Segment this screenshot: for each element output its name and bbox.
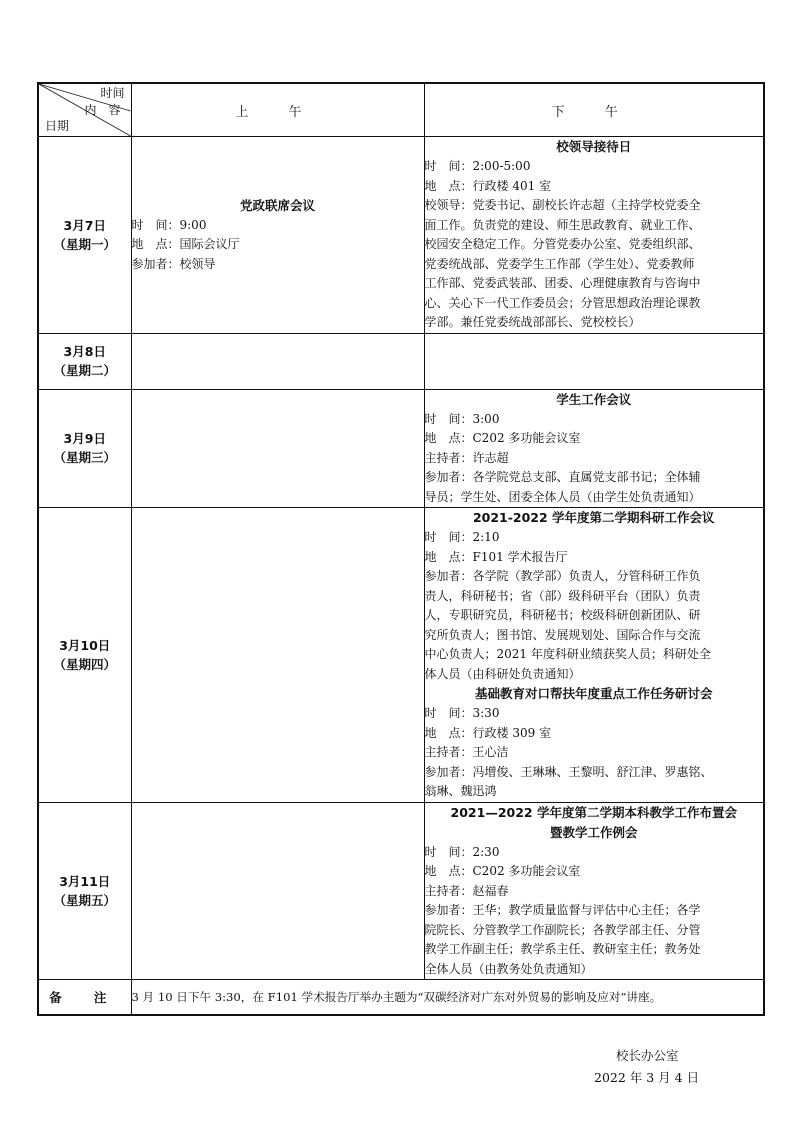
event-line: 时 间：3:30 <box>424 706 500 720</box>
event-line: 全体人员（由教务处负责通知） <box>424 961 593 976</box>
event-title: 基础教育对口帮扶年度重点工作任务研讨会 <box>474 686 713 701</box>
diag-time-label: 时间 <box>100 86 125 100</box>
event-line: 导员；学生处、团委全体人员（由学生处负责通知） <box>424 489 701 504</box>
event-title-line2: 暨教学工作例会 <box>549 824 638 840</box>
event-line: 教学工作副主任；教学系主任、教研室主任；教务处 <box>424 942 701 956</box>
event-title: 党政联席会议 <box>239 197 315 213</box>
afternoon-cell <box>424 802 764 980</box>
event-line: 责人，科研秘书；省（部）级科研平台（团队）负责 <box>424 588 701 603</box>
event-line: 参加者：各学院党总支部、直属党支部书记；全体辅 <box>424 470 701 484</box>
weekday-label: （星期一） <box>53 236 116 252</box>
date-label: 3月9日 <box>63 431 106 447</box>
event-title: 校领导接待日 <box>556 139 632 154</box>
event-line: 中心负责人；2021 年度科研业绩获奖人员；科研处全 <box>424 647 711 661</box>
date-label: 3月7日 <box>63 217 106 233</box>
date-label: 3月8日 <box>63 344 106 359</box>
table-row <box>38 508 764 803</box>
afternoon-cell <box>424 389 764 508</box>
event-line: 体人员（由科研处负责通知） <box>424 666 581 681</box>
event-line: 主持者：赵福春 <box>424 883 509 898</box>
event-title: 2021-2022 学年度第二学期科研工作会议 <box>472 510 715 525</box>
remark-text: 3 月 10 日下午 3:30，在 F101 学术报告厅举办主题为“双碳经济对广东对外贸易的影响及应对”讲座。 <box>131 980 764 1016</box>
table-row <box>38 802 764 980</box>
event-line: 参加者：冯增俊、王琳琳、王黎明、舒江津、罗惠铭、 <box>424 764 713 779</box>
date-cell <box>38 389 131 508</box>
diag-date-label: 日期 <box>45 119 70 133</box>
event-line: 地 点：行政楼 309 室 <box>424 725 552 740</box>
footer-office: 校长办公室 <box>616 1048 679 1063</box>
event-line: 校园安全稳定工作。分管党委办公室、党委组织部、 <box>424 237 701 251</box>
event-line: 地 点：国际会议厅 <box>131 237 240 251</box>
date-cell <box>38 137 131 334</box>
event-line: 校领导：党委书记、副校长许志超（主持学校党委全 <box>424 198 701 212</box>
date-cell <box>38 508 131 803</box>
morning-cell <box>131 389 424 508</box>
event-line: 翁琳、魏迅鸿 <box>424 784 497 798</box>
event-line: 面工作。负责党的建设、师生思政教育、就业工作、 <box>424 217 701 232</box>
schedule-table <box>37 82 765 1016</box>
afternoon-header: 下 午 <box>424 83 764 137</box>
event-line: 参加者：校领导 <box>131 256 216 271</box>
morning-cell <box>131 333 424 389</box>
event-title: 学生工作会议 <box>556 391 632 407</box>
event-line: 时 间：3:00 <box>424 411 500 426</box>
event-line: 主持者：王心洁 <box>424 745 509 759</box>
header-row <box>38 83 764 137</box>
afternoon-cell <box>424 333 764 389</box>
date-label: 3月11日 <box>59 873 111 889</box>
event-line: 党委统战部、党委学生工作部（学生处）、党委教师 <box>424 256 695 271</box>
event-line: 地 点：C202 多功能会议室 <box>424 864 581 878</box>
event-line: 学部。兼任党委统战部部长、党校校长） <box>424 315 641 329</box>
event-line: 心、关心下一代工作委员会；分管思想政治理论课教 <box>424 295 701 310</box>
diag-content-label: 内 容 <box>84 103 121 117</box>
event-line: 时 间：2:10 <box>424 530 500 544</box>
morning-cell <box>131 137 424 334</box>
afternoon-cell <box>424 508 764 803</box>
remark-row <box>38 980 764 1016</box>
afternoon-cell <box>424 137 764 334</box>
weekday-label: （星期三） <box>53 450 116 466</box>
table-row <box>38 333 764 389</box>
table-row <box>38 137 764 334</box>
event-line: 究所负责人；图书馆、发展规划处、国际合作与交流 <box>424 627 701 642</box>
event-line: 工作部、党委武装部、团委、心理健康教育与咨询中 <box>424 276 701 290</box>
event-line: 时 间：2:00-5:00 <box>424 159 531 173</box>
morning-header: 上 午 <box>131 83 424 137</box>
event-title: 2021—2022 学年度第二学期本科教学工作布置会 <box>450 804 737 820</box>
event-line: 地 点：C202 多功能会议室 <box>424 431 581 445</box>
weekday-label: （星期五） <box>53 892 116 908</box>
event-line: 时 间：2:30 <box>424 844 500 859</box>
event-line: 参加者：各学院（教学部）负责人，分管科研工作负 <box>424 569 701 583</box>
diagonal-header-cell <box>38 83 131 137</box>
event-line: 地 点：行政楼 401 室 <box>424 178 552 193</box>
date-label: 3月10日 <box>59 637 111 653</box>
table-row <box>38 389 764 508</box>
date-cell <box>38 333 131 389</box>
remark-label: 备 注 <box>38 980 131 1016</box>
event-line: 地 点：F101 学术报告厅 <box>424 549 568 564</box>
date-cell <box>38 802 131 980</box>
morning-cell <box>131 802 424 980</box>
event-line: 院院长、分管教学工作副院长；各教学部主任、分管 <box>424 922 701 937</box>
event-line: 时 间：9:00 <box>131 217 207 232</box>
weekday-label: （星期二） <box>53 363 116 378</box>
weekday-label: （星期四） <box>53 656 116 672</box>
morning-cell <box>131 508 424 803</box>
event-line: 人，专职研究员，科研秘书；校级科研创新团队、研 <box>424 608 701 622</box>
event-line: 主持者：许志超 <box>424 450 509 465</box>
footer-date: 2022 年 3 月 4 日 <box>594 1070 700 1085</box>
event-line: 参加者：王华；教学质量监督与评估中心主任；各学 <box>424 903 701 917</box>
